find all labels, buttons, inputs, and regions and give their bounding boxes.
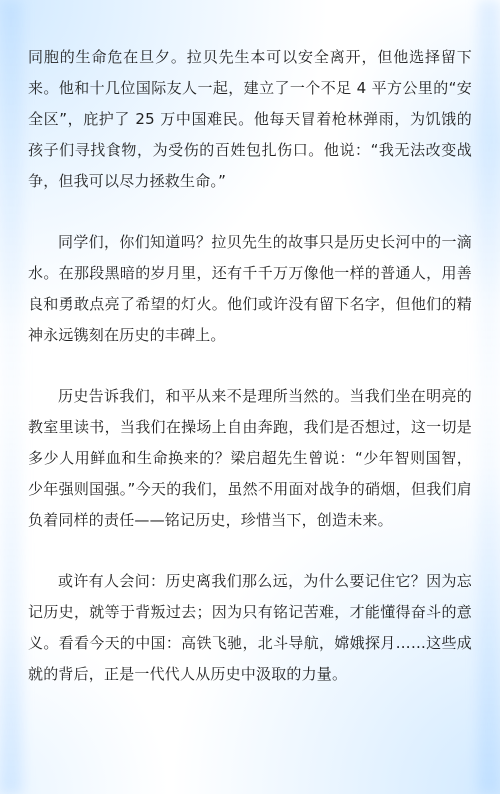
paragraph-3: 历史告诉我们，和平从来不是理所当然的。当我们坐在明亮的教室里读书，当我们在操场上自由奔跑，我们是否想过，这一切是多少人用鲜血和生命换来的？梁启超先生曾说：“少年智则国智，少年强则国强。”今天的我们，虽然不用面对战争的硝烟，但我们肩负着同样的责任——铭记历史，珍惜当下，创造未来。 <box>28 387 472 529</box>
paragraph-4: 或许有人会问：历史离我们那么远，为什么要记住它？因为忘记历史，就等于背叛过去；因为只有铭记苦难，才能懂得奋斗的意义。看看今天的中国：高铁飞驰，北斗导航，嫦娥探月……这些成就的背后，正是一代代人从历史中汲取的力量。 <box>28 572 472 683</box>
paragraph-1: 同胞的生命危在旦夕。拉贝先生本可以安全离开，但他选择留下来。他和十几位国际友人一起，建立了一个不足 4 平方公里的“安全区”，庇护了 25 万中国难民。他每天冒着枪林弹雨，为饥饿的孩子们寻找食物，为受伤的百姓包扎伤口。他说：“我无法改变战争，但我可以尽力拯救生命。” <box>28 48 472 190</box>
document-body <box>28 42 472 720</box>
paragraph-2: 同学们，你们知道吗？拉贝先生的故事只是历史长河中的一滴水。在那段黑暗的岁月里，还有千千万万像他一样的普通人，用善良和勇敢点亮了希望的灯火。他们或许没有留下名字，但他们的精神永远镌刻在历史的丰碑上。 <box>28 233 472 344</box>
